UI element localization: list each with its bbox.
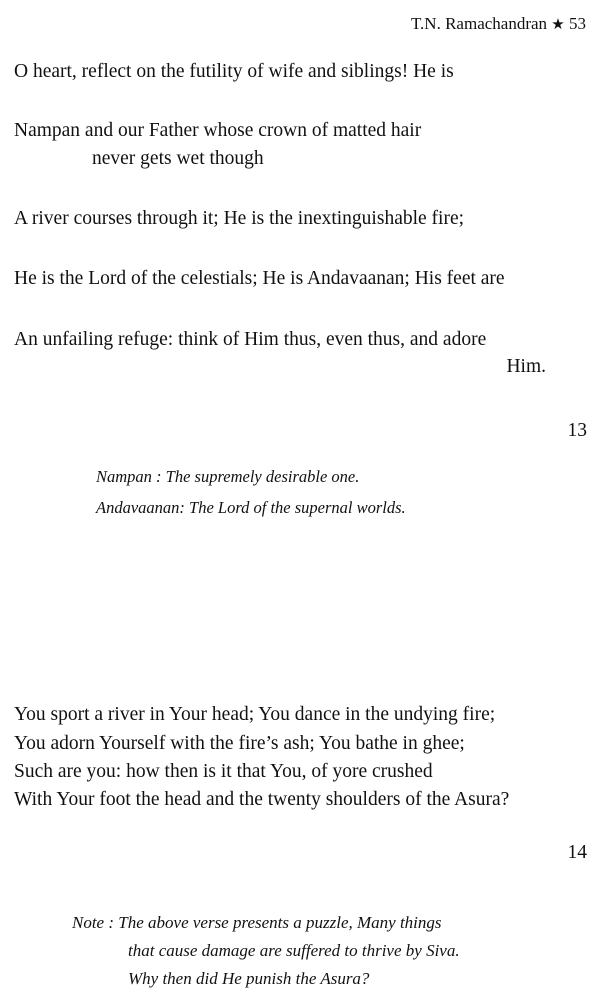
verse-line: He is the Lord of the celestials; He is Andavaanan; His feet are <box>14 268 505 289</box>
gloss-nampan: Nampan : The supremely desirable one. <box>96 467 360 486</box>
verse-number: 14 <box>567 842 587 863</box>
note-line: that cause damage are suffered to thrive by Siva. <box>128 941 460 960</box>
star-icon: ★ <box>551 17 565 33</box>
running-header <box>411 14 586 34</box>
page-number: 53 <box>569 14 586 33</box>
verse-line: Such are you: how then is it that You, of yore crushed <box>14 761 433 782</box>
verse-line: An unfailing refuge: think of Him thus, even thus, and adore <box>14 329 487 350</box>
gloss-andavaanan: Andavaanan: The Lord of the supernal worlds. <box>96 498 406 517</box>
verse-line: You sport a river in Your head; You dance in the undying fire; <box>14 704 496 725</box>
verse-line: With Your foot the head and the twenty shoulders of the Asura? <box>14 789 510 810</box>
verse-line: O heart, reflect on the futility of wife and siblings! He is <box>14 61 454 82</box>
verse-line-indent: never gets wet though <box>92 148 264 169</box>
note-line: Note : The above verse presents a puzzle, Many things <box>72 913 442 932</box>
note-line: Why then did He punish the Asura? <box>128 969 370 988</box>
verse-line: A river courses through it; He is the inextinguishable fire; <box>14 208 465 229</box>
header-author: T.N. Ramachandran <box>410 14 548 33</box>
verse-number: 13 <box>567 420 587 441</box>
verse-line: Nampan and our Father whose crown of matted hair <box>14 120 422 141</box>
verse-line: You adorn Yourself with the fire’s ash; You bathe in ghee; <box>14 733 465 754</box>
verse-line-runover: Him. <box>506 356 546 377</box>
